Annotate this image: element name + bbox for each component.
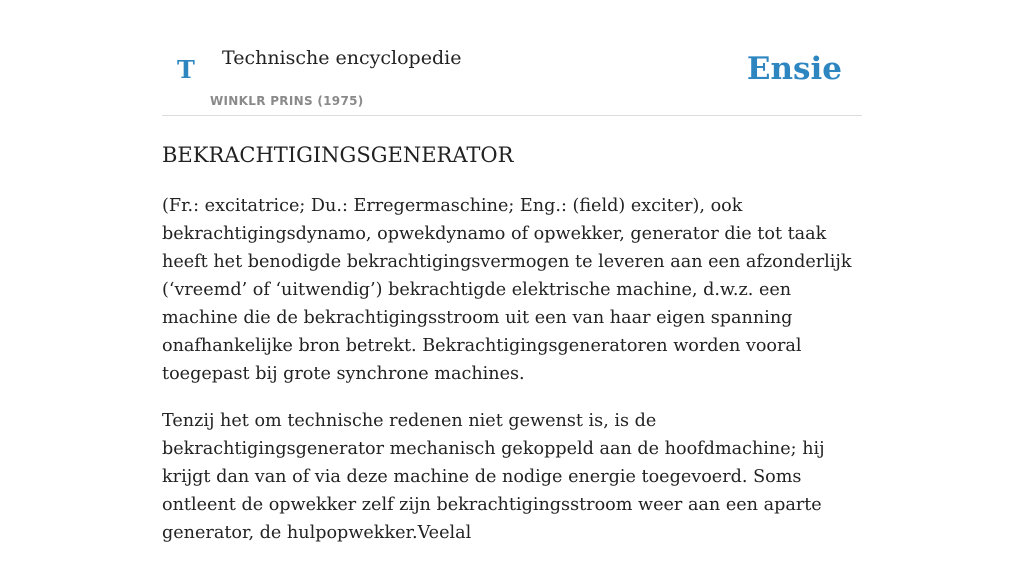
header [162, 0, 862, 116]
category-t-icon: T [177, 55, 195, 84]
source-subtitle: WINKLR PRINS (1975) [210, 94, 364, 108]
page [162, 0, 862, 543]
article-body [162, 192, 862, 566]
ensie-logo-link[interactable]: Ensie [746, 51, 842, 87]
encyclopedia-title-link[interactable]: Technische encyclopedie [222, 47, 462, 69]
article-paragraph: (Fr.: excitatrice; Du.: Erregermaschine; Eng.: (field) exciter), ook bekrachtigingsdynamo, opwekdynamo of opwekker, generator die tot taak heeft het benodigde bekrachtigingsvermogen te leveren aan een afzonderlijk (‘vreemd’ of ‘uitwendig’) bekrachtigde elektrische machine, d.w.z. een machine die de bekrachtigingsstroom uit een van haar eigen spanning onafhankelijke bron betrekt. Bekrachtigingsgeneratoren worden vooral toegepast bij grote synchrone machines. [162, 196, 852, 384]
article-title: BEKRACHTIGINGSGENERATOR [162, 143, 514, 167]
article-paragraph: Tenzij het om technische redenen niet gewenst is, is de bekrachtigingsgenerator mechanisch gekoppeld aan de hoofdmachine; hij krijgt dan van of via deze machine de nodige energie toegevoerd. Soms ontleent de opwekker zelf zijn bekrachtigingsstroom weer aan een aparte generator, de hulpopwekker.Veelal [162, 411, 825, 543]
